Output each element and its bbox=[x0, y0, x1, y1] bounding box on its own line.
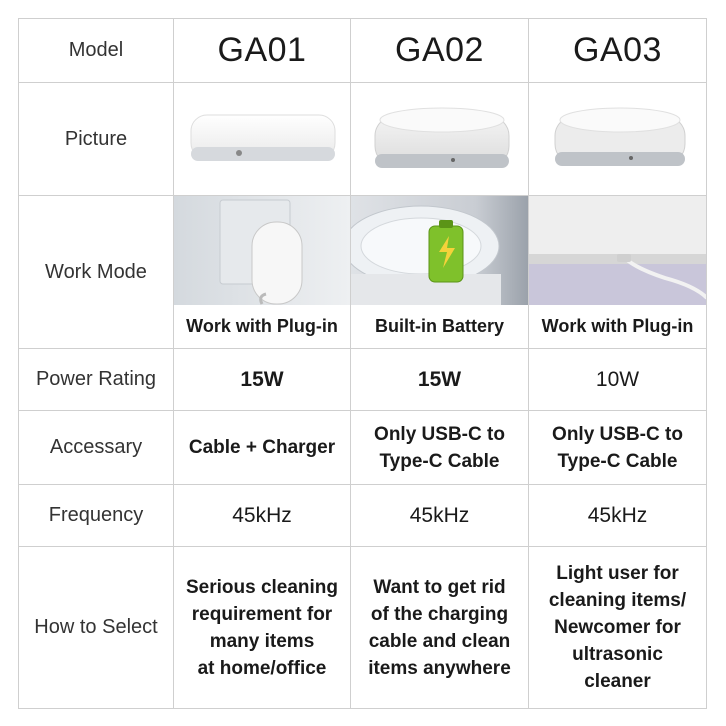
how-to-select-ga03 bbox=[529, 547, 707, 709]
select-line: Want to get rid bbox=[373, 576, 506, 598]
work-mode-caption-ga01: Work with Plug-in bbox=[186, 316, 338, 337]
model-ga02: GA02 bbox=[351, 19, 529, 83]
power-rating-ga02: 15W bbox=[351, 349, 529, 411]
select-line: requirement for bbox=[191, 603, 333, 625]
cleaner-device-icon bbox=[355, 94, 525, 184]
power-rating-label: Power Rating bbox=[19, 349, 174, 411]
battery-icon bbox=[351, 196, 528, 305]
accessary-ga01 bbox=[174, 411, 351, 485]
work-mode-ga01 bbox=[174, 196, 351, 349]
select-line: cable and clean bbox=[368, 630, 511, 652]
accessary-line: Only USB-C to bbox=[552, 423, 683, 445]
how-to-select-ga01 bbox=[174, 547, 351, 709]
select-line: of the charging bbox=[370, 603, 509, 625]
battery-photo bbox=[351, 196, 528, 305]
frequency-label: Frequency bbox=[19, 485, 174, 547]
work-mode-ga02 bbox=[351, 196, 529, 349]
select-line: Light user for bbox=[556, 563, 679, 584]
accessary-line: Type-C Cable bbox=[379, 450, 500, 472]
work-mode-label: Work Mode bbox=[19, 196, 174, 349]
product-image-ga03 bbox=[529, 83, 707, 196]
usb-cable-photo bbox=[529, 196, 706, 305]
cleaner-device-icon bbox=[177, 99, 347, 179]
model-ga03: GA03 bbox=[529, 19, 707, 83]
picture-label: Picture bbox=[19, 83, 174, 196]
select-line: ultrasonic bbox=[572, 644, 663, 665]
how-to-select-ga02 bbox=[351, 547, 529, 709]
frequency-ga03: 45kHz bbox=[529, 485, 707, 547]
comparison-table bbox=[18, 18, 707, 709]
work-mode-caption-ga02: Built-in Battery bbox=[374, 316, 504, 337]
accessary-line: Only USB-C to bbox=[374, 423, 505, 445]
product-image-ga01 bbox=[174, 83, 351, 196]
accessary-ga02 bbox=[351, 411, 529, 485]
select-line: at home/office bbox=[197, 657, 327, 679]
accessary-label: Accessary bbox=[19, 411, 174, 485]
power-rating-ga03: 10W bbox=[529, 349, 707, 411]
cleaner-device-icon bbox=[533, 94, 703, 184]
select-line: many items bbox=[209, 630, 315, 652]
model-ga01: GA01 bbox=[174, 19, 351, 83]
product-image-ga02 bbox=[351, 83, 529, 196]
plug-in-photo bbox=[174, 196, 350, 305]
work-mode-ga03 bbox=[529, 196, 707, 349]
how-to-select-label: How to Select bbox=[19, 547, 174, 709]
work-mode-caption-ga03: Work with Plug-in bbox=[541, 316, 694, 337]
select-line: cleaner bbox=[584, 671, 651, 692]
select-line: Newcomer for bbox=[554, 617, 681, 638]
frequency-ga02: 45kHz bbox=[351, 485, 529, 547]
usb-cable-icon bbox=[529, 196, 706, 305]
accessary-line: Cable + Charger bbox=[188, 437, 336, 458]
select-line: Serious cleaning bbox=[185, 576, 339, 598]
select-line: items anywhere bbox=[368, 657, 511, 679]
model-label: Model bbox=[19, 19, 174, 83]
select-line: cleaning items/ bbox=[548, 590, 687, 611]
accessary-ga03 bbox=[529, 411, 707, 485]
accessary-line: Type-C Cable bbox=[557, 450, 678, 472]
wall-plug-icon bbox=[174, 196, 350, 305]
frequency-ga01: 45kHz bbox=[174, 485, 351, 547]
power-rating-ga01: 15W bbox=[174, 349, 351, 411]
